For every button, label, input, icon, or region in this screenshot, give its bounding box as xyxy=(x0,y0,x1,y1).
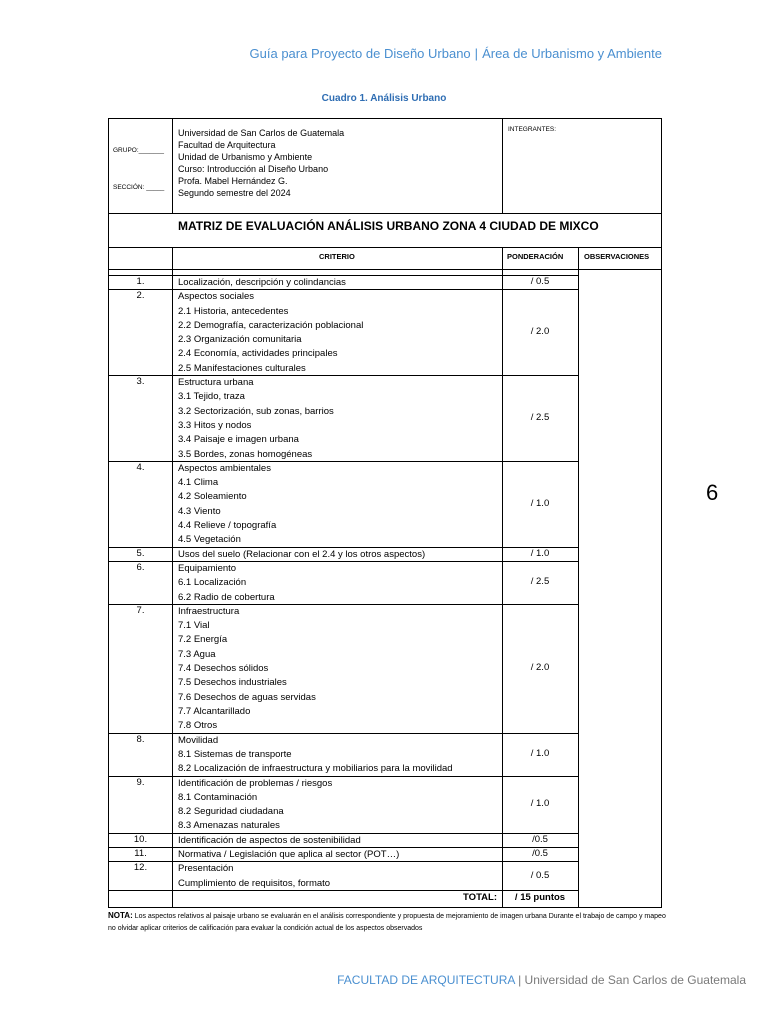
criterion-line: Localización, descripción y colindancias xyxy=(178,277,346,288)
row-number: 6. xyxy=(136,562,145,573)
ponderacion-value: /0.5 xyxy=(532,833,548,845)
criterion-line: 4.5 Vegetación xyxy=(178,534,241,546)
row-number: 11. xyxy=(134,848,147,859)
criterion-cell xyxy=(178,290,363,376)
footer-separator: | xyxy=(518,973,522,987)
row-number: 4. xyxy=(136,461,145,473)
row-number: 10. xyxy=(133,833,148,845)
criterion-line: 6.1 Localización xyxy=(178,577,247,589)
criterion-line: 2.2 Demografía, caracterización poblacional xyxy=(178,319,364,331)
page-number: 6 xyxy=(706,480,719,505)
criterion-line: 8.2 Seguridad ciudadana xyxy=(178,806,284,818)
criterion-cell xyxy=(178,562,275,605)
criterio-header xyxy=(109,247,502,269)
criterion-line: Cumplimiento de requisitos, formato xyxy=(178,877,331,889)
criterion-line: Aspectos sociales xyxy=(178,291,255,303)
criterion-line: 8.1 Contaminación xyxy=(178,791,258,803)
criterion-line: 2.5 Manifestaciones culturales xyxy=(178,362,306,374)
criterion-line: Presentación xyxy=(178,863,234,875)
note-text: Los aspectos relativos al paisaje urbano se evaluarán en el análisis correspondiente y propuesta de mejoramiento de imagen urbana Durante el trabajo de campo y mapeo no olvidar aplicar criterios de calificación para evaluar la condición actual de los aspectos observados xyxy=(108,913,666,932)
criterion-line: Identificación de problemas / riesgos xyxy=(178,777,333,789)
ponderacion-value: / 2.0 xyxy=(530,326,550,338)
row-number: 5. xyxy=(136,547,145,559)
criterion-line: 7.2 Energía xyxy=(178,634,228,646)
criterion-cell xyxy=(178,605,316,734)
criterion-cell xyxy=(178,376,334,462)
seccion-field: SECCIÓN: _____ xyxy=(113,184,165,191)
criterion-line: Infraestructura xyxy=(178,605,240,617)
criterion-line: Estructura urbana xyxy=(178,377,254,389)
criterion-line: 7.3 Agua xyxy=(178,648,216,660)
ponderacion-value: / 1.0 xyxy=(530,798,550,810)
criterion-line: 2.1 Historia, antecedentes xyxy=(178,305,289,317)
info-line: Facultad de Arquitectura xyxy=(178,140,276,151)
ponderacion-value: / 2.5 xyxy=(530,576,550,588)
matrix-title-row xyxy=(109,213,661,248)
row-number: 8. xyxy=(136,733,145,745)
info-line: Curso: Introducción al Diseño Urbano xyxy=(178,164,329,175)
criterion-line: 7.1 Vial xyxy=(178,620,210,632)
table-caption: Cuadro 1. Análisis Urbano xyxy=(321,93,447,104)
footer-university: Universidad de San Carlos de Guatemala xyxy=(524,973,746,987)
ponderacion-value: / 1.0 xyxy=(530,497,550,509)
criterion-line: 7.6 Desechos de aguas servidas xyxy=(178,691,316,703)
ponderacion-header xyxy=(502,247,578,269)
grupo-field: GRUPO:_______ xyxy=(113,147,164,154)
criterion-line: Usos del suelo (Relacionar con el 2.4 y los otros aspectos) xyxy=(178,548,426,560)
info-block xyxy=(109,119,661,214)
ponderacion-value: / 1.0 xyxy=(530,748,550,760)
criterion-line: 3.4 Paisaje e imagen urbana xyxy=(178,434,299,446)
criterion-cell xyxy=(178,848,399,862)
criterion-line: Aspectos ambientales xyxy=(178,462,271,474)
header-guide-title: Guía para Proyecto de Diseño Urbano xyxy=(249,46,471,61)
criterion-line: 6.2 Radio de cobertura xyxy=(178,591,275,603)
group-section-cell xyxy=(109,119,173,213)
footer-faculty: FACULTAD DE ARQUITECTURA xyxy=(337,973,515,987)
column-rule xyxy=(172,247,173,907)
criterion-line: 4.2 Soleamiento xyxy=(178,491,247,503)
total-label: TOTAL: xyxy=(463,891,497,903)
row-number: 1. xyxy=(136,276,145,287)
criterion-line: 7.4 Desechos sólidos xyxy=(178,663,269,675)
footnote xyxy=(108,910,668,935)
criterion-cell xyxy=(178,734,453,777)
column-rule xyxy=(578,247,579,907)
criterion-line: 3.5 Bordes, zonas homogéneas xyxy=(178,448,313,460)
criterion-line: 8.3 Amenazas naturales xyxy=(178,820,280,832)
total-value: / 15 puntos xyxy=(514,891,566,903)
evaluation-table xyxy=(108,118,662,908)
criterion-line: 7.5 Desechos industriales xyxy=(178,677,287,689)
ponderacion-label: PONDERACIÓN xyxy=(507,252,564,261)
row-number: 7. xyxy=(136,604,145,616)
page-header xyxy=(250,46,662,61)
criterion-line: 2.3 Organización comunitaria xyxy=(178,334,302,346)
row-rule xyxy=(109,890,578,891)
note-label: NOTA: xyxy=(108,911,133,920)
criterio-label: CRITERIO xyxy=(319,252,355,261)
criterion-line: 7.8 Otros xyxy=(178,720,218,732)
ponderacion-value: / 0.5 xyxy=(530,276,550,288)
criterion-line: 4.4 Relieve / topografía xyxy=(178,520,277,532)
criterion-line: Equipamiento xyxy=(178,563,237,574)
criterion-line: 3.2 Sectorización, sub zonas, barrios xyxy=(178,405,334,417)
matrix-title: MATRIZ DE EVALUACIÓN ANÁLISIS URBANO ZONA 4 CIUDAD DE MIXCO xyxy=(178,219,599,233)
criterion-line: Identificación de aspectos de sostenibilidad xyxy=(178,834,361,846)
criterion-line: Movilidad xyxy=(178,734,219,746)
criterion-cell xyxy=(178,834,361,848)
info-divider xyxy=(502,119,503,213)
row-number: 9. xyxy=(136,776,145,788)
criterion-line: 4.3 Viento xyxy=(178,505,221,517)
criterion-line: 4.1 Clima xyxy=(178,477,219,489)
page-footer xyxy=(337,973,746,987)
criterion-cell xyxy=(178,548,425,562)
integrantes-field: INTEGRANTES: xyxy=(508,126,557,133)
criterion-line: 3.1 Tejido, traza xyxy=(178,391,245,403)
institution-info xyxy=(178,127,344,200)
criterion-line: 2.4 Economía, actividades principales xyxy=(178,348,338,360)
criterion-cell xyxy=(178,276,346,290)
observaciones-label: OBSERVACIONES xyxy=(584,252,650,261)
ponderacion-value: / 1.0 xyxy=(530,547,550,559)
row-number: 3. xyxy=(136,376,145,388)
row-number: 2. xyxy=(136,290,145,302)
criterion-cell xyxy=(178,777,332,834)
criterion-line: 7.7 Alcantarillado xyxy=(178,705,251,717)
ponderacion-value: / 0.5 xyxy=(530,869,550,881)
ponderacion-value: / 2.0 xyxy=(530,662,550,674)
ponderacion-value: / 2.5 xyxy=(530,412,550,423)
header-separator: | xyxy=(474,46,479,61)
header-area: Área de Urbanismo y Ambiente xyxy=(482,46,662,61)
criterion-line: 8.1 Sistemas de transporte xyxy=(178,748,292,760)
criterion-cell xyxy=(178,462,276,548)
info-line: Profa. Mabel Hernández G. xyxy=(178,176,288,187)
criterion-line: 3.3 Hitos y nodos xyxy=(178,419,252,431)
info-line: Unidad de Urbanismo y Ambiente xyxy=(178,152,313,163)
info-line: Segundo semestre del 2024 xyxy=(178,188,291,199)
criterion-line: Normativa / Legislación que aplica al sector (POT…) xyxy=(178,849,400,860)
info-line: Universidad de San Carlos de Guatemala xyxy=(178,128,345,138)
criterion-cell xyxy=(178,862,330,891)
observaciones-header xyxy=(578,247,661,269)
criterion-line: 8.2 Localización de infraestructura y mobiliarios para la movilidad xyxy=(178,763,453,775)
ponderacion-value: /0.5 xyxy=(532,848,548,860)
row-number: 12. xyxy=(133,862,148,874)
